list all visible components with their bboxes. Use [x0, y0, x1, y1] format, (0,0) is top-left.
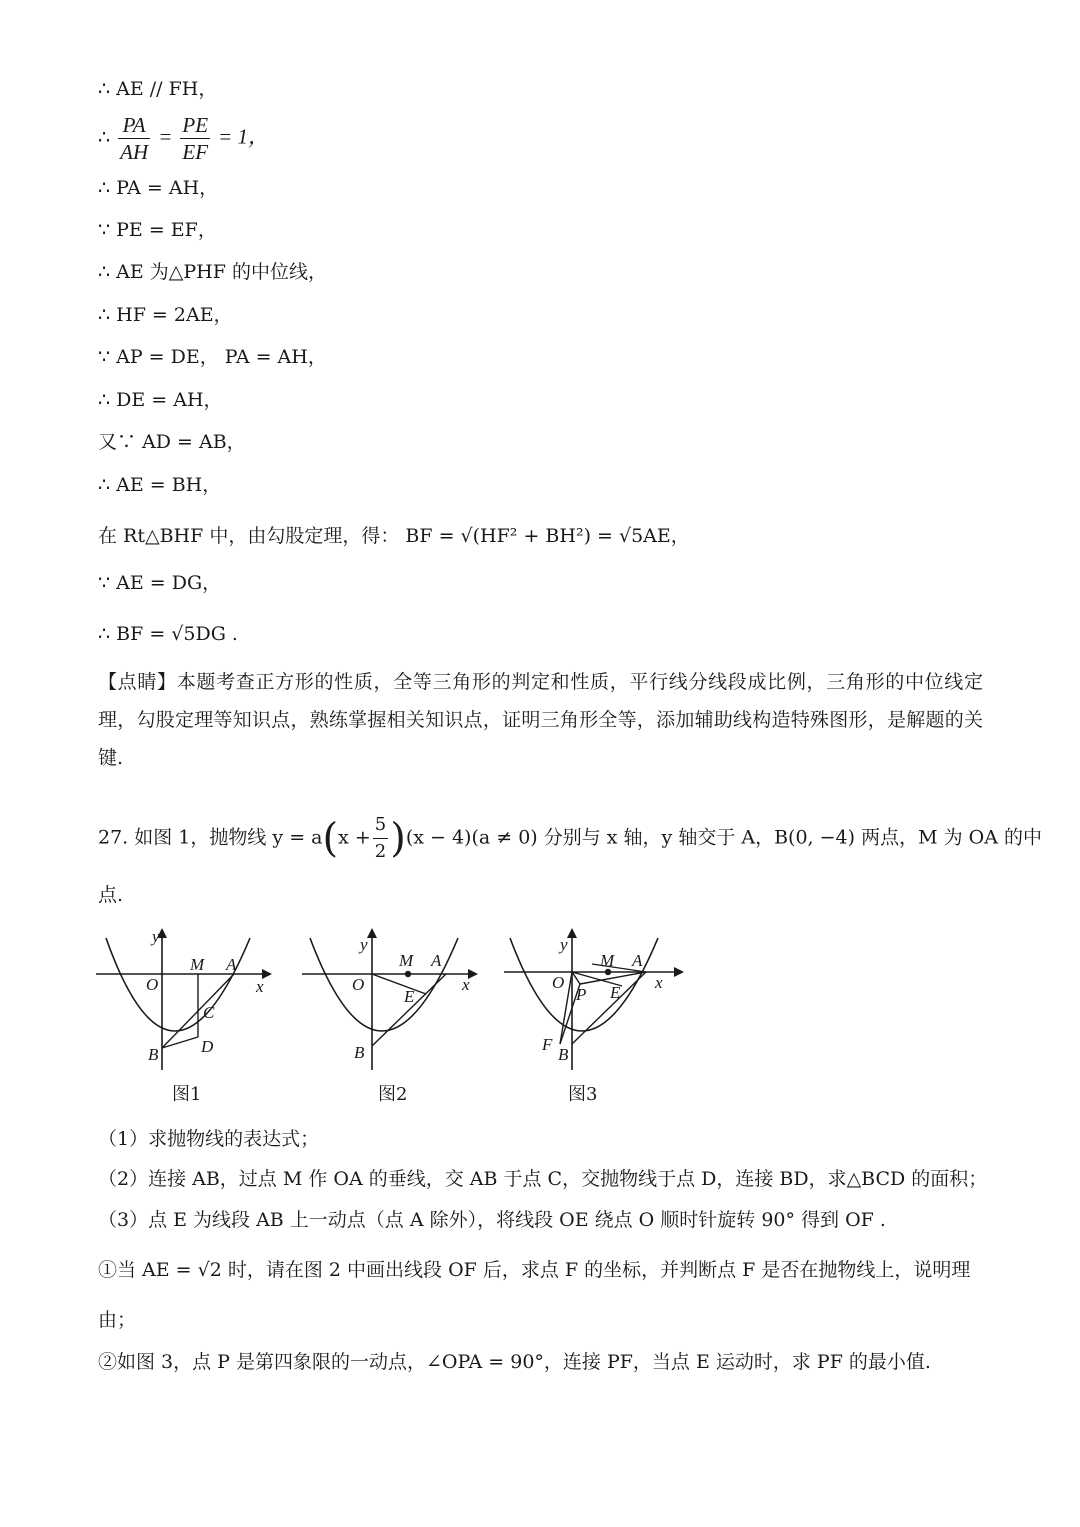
label-o: O — [146, 975, 159, 994]
figure-1-caption: 图1 — [172, 1084, 202, 1105]
proof-line: ∴ BF = √5DG . — [98, 623, 238, 645]
proof-line: ∴ AE 为△PHF 的中位线， — [98, 261, 327, 283]
label-x: x — [256, 977, 264, 996]
question-27: 27. 如图 1，抛物线 y = a(x + $\frac{5}{2}$ )(x − 4)(a ≠ 0) 分别与 x 轴，y 轴交于 A，B(0, −4) 两点，M 为 OA 的中 — [98, 812, 1042, 865]
fraction-5-2: $\frac{5}{2}$ — [374, 814, 387, 862]
question-formula-mid: (x − 4)(a ≠ 0) — [405, 826, 538, 849]
parabola — [106, 938, 250, 1031]
fraction-pa-ah: $\frac{PA}{AH}$ — [120, 113, 149, 164]
figure-1 — [92, 924, 282, 1074]
proof-line: ∴ AE = BH， — [98, 474, 222, 496]
question-tail: 分别与 x 轴，y 轴交于 A，B(0, −4) 两点，M 为 OA 的中 — [543, 826, 1042, 849]
proof-line: ∴ PA = AH， — [98, 177, 219, 199]
proof-line: ∵ PE = EF， — [98, 219, 217, 241]
frac-prefix: x + — [338, 826, 371, 849]
fraction-result: = 1， — [218, 124, 270, 149]
fraction-pe-ef: $\frac{PE}{EF}$ — [182, 113, 209, 164]
figure-3-caption: 图3 — [568, 1084, 598, 1105]
proof-line-pythagoras: 在 Rt△BHF 中，由勾股定理，得： BF = √(HF² + BH²) = √5AE， — [98, 525, 690, 547]
subquestion-3-part-1-cont: 由； — [98, 1309, 137, 1331]
fraction-equation: ∴ $\frac{PA}{AH}$ = $\frac{PE}{EF}$ = 1， — [98, 113, 270, 164]
y-arrow-icon — [367, 928, 377, 938]
label-f: F — [542, 1035, 553, 1054]
segment-oe — [372, 974, 426, 994]
y-arrow-icon — [567, 928, 577, 938]
label-a: A — [431, 951, 442, 970]
solution-comment: 【点睛】本题考查正方形的性质，全等三角形的判定和性质，平行线分线段成比例，三角形的中位线定理，勾股定理等知识点，熟练掌握相关知识点，证明三角形全等，添加辅助线构造特殊图形，是解题的关键. — [98, 671, 983, 769]
therefore-symbol: ∴ — [98, 126, 111, 149]
figure-2 — [298, 924, 488, 1074]
label-m: M — [190, 955, 205, 974]
proof-line: 又∵ AD = AB， — [98, 431, 246, 453]
subquestion-3: （3）点 E 为线段 AB 上一动点（点 A 除外），将线段 OE 绕点 O 顺时针旋转 90° 得到 OF . — [98, 1209, 886, 1231]
label-x: x — [655, 973, 663, 992]
label-b: B — [148, 1045, 159, 1064]
figure-2-caption: 图2 — [378, 1084, 408, 1105]
label-y: y — [152, 927, 160, 946]
label-a: A — [226, 955, 237, 974]
proof-line: ∵ AE = DG， — [98, 572, 222, 594]
label-b: B — [354, 1043, 365, 1062]
label-x: x — [462, 975, 470, 994]
label-m: M — [600, 951, 615, 970]
label-e: E — [404, 987, 415, 1006]
figure-3 — [500, 924, 696, 1074]
label-a: A — [632, 951, 643, 970]
question-tail-2: 点. — [98, 884, 124, 906]
proof-line: ∴ HF = 2AE， — [98, 304, 233, 326]
x-arrow-icon — [674, 967, 684, 977]
label-y: y — [560, 935, 568, 954]
label-m: M — [399, 951, 414, 970]
label-e: E — [610, 983, 621, 1002]
segment-ab — [372, 974, 446, 1046]
subquestion-2: （2）连接 AB，过点 M 作 OA 的垂线，交 AB 于点 C，交抛物线于点 D，连接 BD，求△BCD 的面积； — [98, 1168, 988, 1190]
proof-line: ∴ AE // FH， — [98, 78, 218, 100]
label-y: y — [360, 935, 368, 954]
proof-line: ∴ DE = AH， — [98, 389, 223, 411]
subquestion-3-part-1: ①当 AE = √2 时，请在图 2 中画出线段 OF 后，求点 F 的坐标，并判断点 F 是否在抛物线上，说明理 — [98, 1259, 971, 1281]
label-o: O — [552, 973, 565, 992]
subquestion-3-part-2: ②如图 3，点 P 是第四象限的一动点，∠OPA = 90°，连接 PF，当点 E 运动时，求 PF 的最小值. — [98, 1351, 931, 1373]
label-p: P — [576, 985, 587, 1004]
proof-line: ∵ AP = DE， PA = AH， — [98, 346, 327, 368]
point-m — [405, 971, 411, 977]
label-b: B — [558, 1045, 569, 1064]
label-o: O — [352, 975, 365, 994]
label-d: D — [201, 1037, 214, 1056]
label-c: C — [203, 1003, 215, 1022]
subquestion-1: （1）求抛物线的表达式； — [98, 1128, 320, 1150]
question-head: 27. 如图 1，抛物线 y = a — [98, 826, 323, 849]
